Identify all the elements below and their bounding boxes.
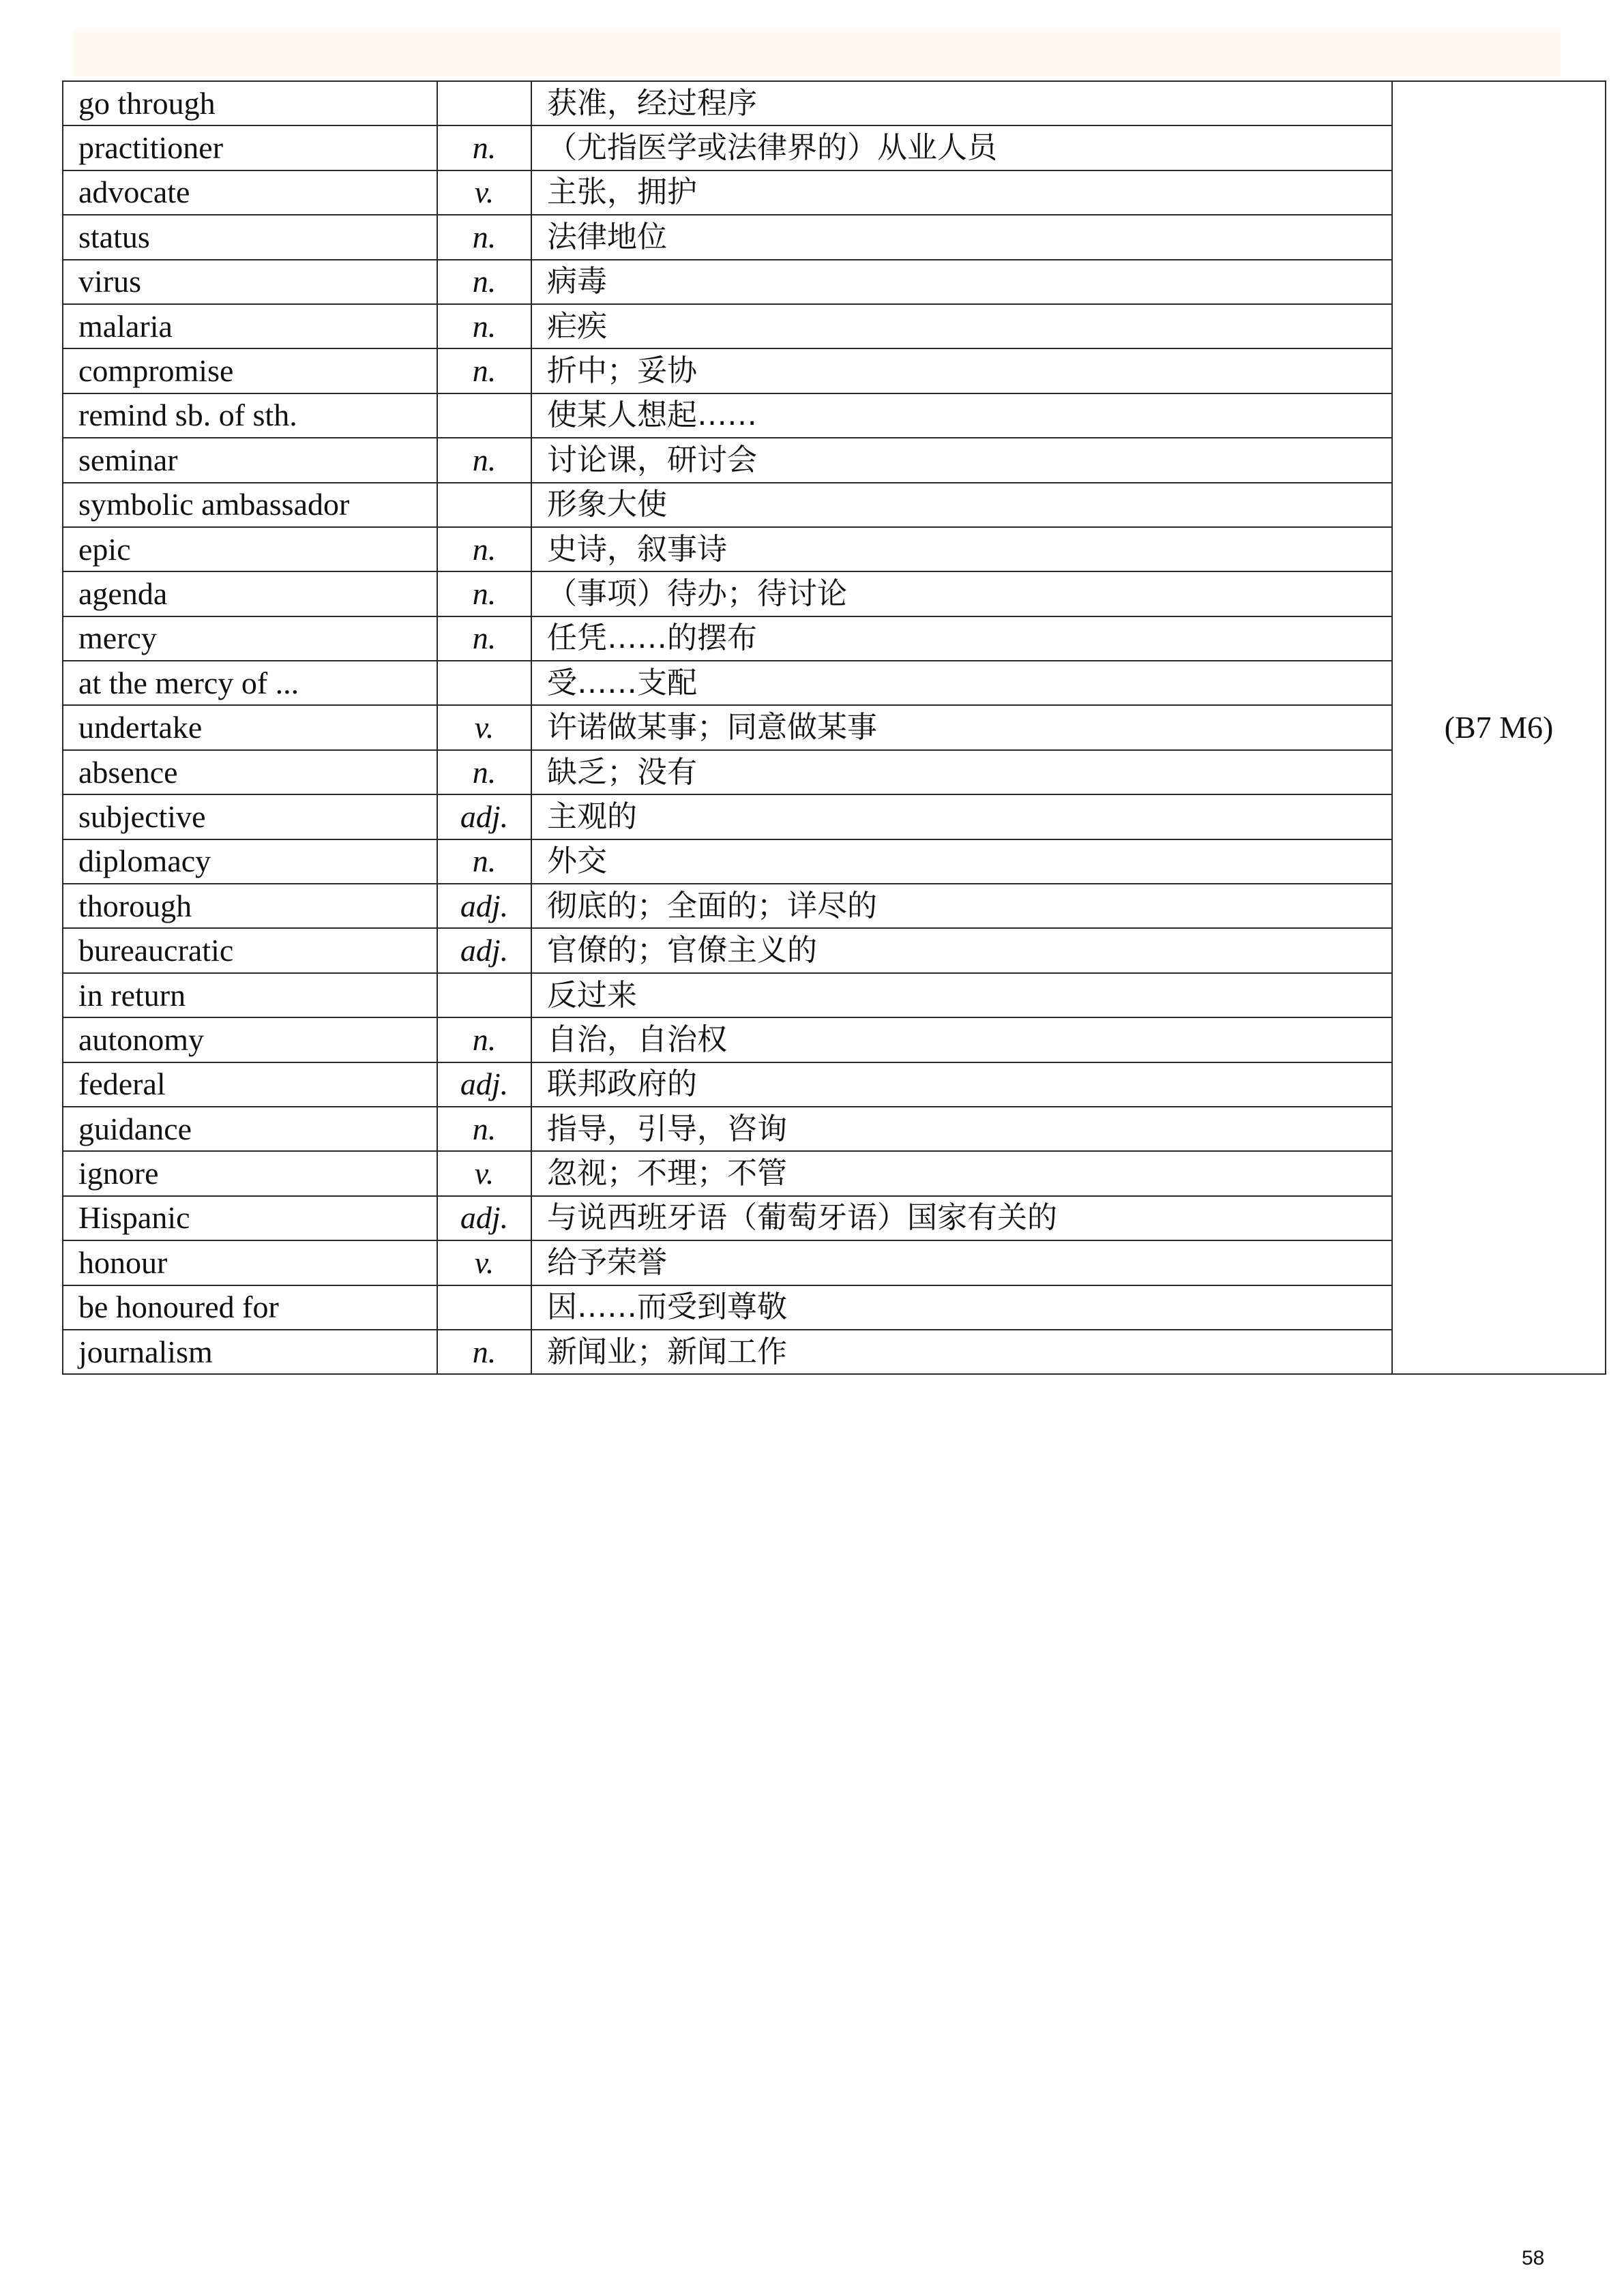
vocab-meaning: 彻底的；全面的；详尽的 <box>531 884 1392 928</box>
vocab-part-of-speech: n. <box>437 348 531 393</box>
vocab-row <box>63 794 1606 839</box>
vocab-part-of-speech: adj. <box>437 884 531 928</box>
vocab-word: at the mercy of ... <box>63 661 437 705</box>
vocab-part-of-speech: n. <box>437 1330 531 1374</box>
vocab-word: subjective <box>63 794 437 839</box>
vocab-word: absence <box>63 750 437 794</box>
vocab-part-of-speech: n. <box>437 527 531 571</box>
vocab-word: in return <box>63 973 437 1017</box>
vocab-row <box>63 1240 1606 1285</box>
vocab-part-of-speech: n. <box>437 1017 531 1062</box>
vocab-meaning: 形象大使 <box>531 483 1392 527</box>
vocab-meaning: 折中；妥协 <box>531 348 1392 393</box>
vocab-word: seminar <box>63 438 437 482</box>
vocab-row <box>63 571 1606 616</box>
vocab-row <box>63 483 1606 527</box>
vocab-meaning: 外交 <box>531 839 1392 884</box>
vocab-part-of-speech: n. <box>437 304 531 348</box>
vocab-part-of-speech: n. <box>437 616 531 661</box>
vocab-word: guidance <box>63 1107 437 1151</box>
vocab-part-of-speech: v. <box>437 1240 531 1285</box>
vocab-row <box>63 348 1606 393</box>
vocab-meaning: 主张，拥护 <box>531 170 1392 215</box>
vocab-row <box>63 973 1606 1017</box>
vocab-row <box>63 705 1606 749</box>
vocab-row <box>63 260 1606 304</box>
vocab-meaning: 任凭……的摆布 <box>531 616 1392 661</box>
vocab-row <box>63 1285 1606 1330</box>
vocab-row <box>63 839 1606 884</box>
vocab-word: diplomacy <box>63 839 437 884</box>
vocab-row <box>63 1062 1606 1107</box>
vocab-meaning: 使某人想起…… <box>531 393 1392 438</box>
vocab-word: undertake <box>63 705 437 749</box>
vocab-word: epic <box>63 527 437 571</box>
vocab-word: virus <box>63 260 437 304</box>
vocab-meaning: 获准，经过程序 <box>531 81 1392 125</box>
vocab-word: practitioner <box>63 125 437 170</box>
vocab-part-of-speech: v. <box>437 170 531 215</box>
vocab-word: advocate <box>63 170 437 215</box>
vocab-row <box>63 1330 1606 1374</box>
vocab-part-of-speech <box>437 973 531 1017</box>
vocab-row <box>63 215 1606 259</box>
vocab-part-of-speech: n. <box>437 125 531 170</box>
vocab-row <box>63 1107 1606 1151</box>
vocab-word: autonomy <box>63 1017 437 1062</box>
vocabulary-table-body <box>63 81 1606 1374</box>
vocab-part-of-speech <box>437 661 531 705</box>
unit-label: (B7 M6) <box>1392 81 1606 1374</box>
vocab-meaning: 许诺做某事；同意做某事 <box>531 705 1392 749</box>
vocab-meaning: 官僚的；官僚主义的 <box>531 928 1392 972</box>
vocab-word: mercy <box>63 616 437 661</box>
vocab-part-of-speech: adj. <box>437 1062 531 1107</box>
vocab-part-of-speech: n. <box>437 839 531 884</box>
vocab-meaning: 联邦政府的 <box>531 1062 1392 1107</box>
vocab-part-of-speech: n. <box>437 260 531 304</box>
vocab-part-of-speech: v. <box>437 705 531 749</box>
vocab-word: ignore <box>63 1151 437 1195</box>
vocab-word: compromise <box>63 348 437 393</box>
vocab-word: federal <box>63 1062 437 1107</box>
header-band <box>74 29 1561 76</box>
vocab-part-of-speech: adj. <box>437 1196 531 1240</box>
vocab-row <box>63 884 1606 928</box>
vocab-part-of-speech: n. <box>437 215 531 259</box>
vocab-row <box>63 750 1606 794</box>
vocab-meaning: 因……而受到尊敬 <box>531 1285 1392 1330</box>
vocab-word: journalism <box>63 1330 437 1374</box>
vocab-meaning: 新闻业；新闻工作 <box>531 1330 1392 1374</box>
vocab-meaning: （事项）待办；待讨论 <box>531 571 1392 616</box>
vocab-row <box>63 928 1606 972</box>
vocab-word: symbolic ambassador <box>63 483 437 527</box>
vocab-row <box>63 393 1606 438</box>
vocab-meaning: 史诗，叙事诗 <box>531 527 1392 571</box>
vocab-row <box>63 81 1606 125</box>
vocab-word: remind sb. of sth. <box>63 393 437 438</box>
vocab-meaning: 反过来 <box>531 973 1392 1017</box>
vocab-word: Hispanic <box>63 1196 437 1240</box>
vocab-row <box>63 1151 1606 1195</box>
vocab-meaning: 主观的 <box>531 794 1392 839</box>
vocab-part-of-speech: n. <box>437 571 531 616</box>
vocab-meaning: 忽视；不理；不管 <box>531 1151 1392 1195</box>
vocab-part-of-speech: v. <box>437 1151 531 1195</box>
vocab-word: status <box>63 215 437 259</box>
vocab-meaning: 疟疾 <box>531 304 1392 348</box>
vocab-part-of-speech <box>437 393 531 438</box>
vocab-row <box>63 1017 1606 1062</box>
vocab-row <box>63 527 1606 571</box>
vocab-meaning: 讨论课，研讨会 <box>531 438 1392 482</box>
vocab-word: be honoured for <box>63 1285 437 1330</box>
vocab-word: thorough <box>63 884 437 928</box>
vocab-word: go through <box>63 81 437 125</box>
vocab-part-of-speech: adj. <box>437 928 531 972</box>
vocab-part-of-speech: n. <box>437 1107 531 1151</box>
vocab-row <box>63 1196 1606 1240</box>
vocab-row <box>63 438 1606 482</box>
vocab-meaning: 病毒 <box>531 260 1392 304</box>
vocab-part-of-speech <box>437 483 531 527</box>
page-number: 58 <box>1522 2247 1545 2269</box>
vocab-part-of-speech <box>437 81 531 125</box>
vocab-word: honour <box>63 1240 437 1285</box>
vocab-part-of-speech <box>437 1285 531 1330</box>
vocab-row <box>63 304 1606 348</box>
vocab-row <box>63 616 1606 661</box>
vocab-meaning: 与说西班牙语（葡萄牙语）国家有关的 <box>531 1196 1392 1240</box>
vocab-word: bureaucratic <box>63 928 437 972</box>
vocab-meaning: 给予荣誉 <box>531 1240 1392 1285</box>
vocab-meaning: 指导，引导，咨询 <box>531 1107 1392 1151</box>
vocab-part-of-speech: adj. <box>437 794 531 839</box>
vocab-row <box>63 661 1606 705</box>
vocab-meaning: 法律地位 <box>531 215 1392 259</box>
vocab-word: malaria <box>63 304 437 348</box>
vocab-row <box>63 170 1606 215</box>
vocab-meaning: 自治，自治权 <box>531 1017 1392 1062</box>
vocab-word: agenda <box>63 571 437 616</box>
vocab-meaning: 缺乏；没有 <box>531 750 1392 794</box>
vocabulary-table <box>62 80 1606 1375</box>
vocab-part-of-speech: n. <box>437 438 531 482</box>
vocab-meaning: 受……支配 <box>531 661 1392 705</box>
vocab-meaning: （尤指医学或法律界的）从业人员 <box>531 125 1392 170</box>
vocab-row <box>63 125 1606 170</box>
vocab-part-of-speech: n. <box>437 750 531 794</box>
